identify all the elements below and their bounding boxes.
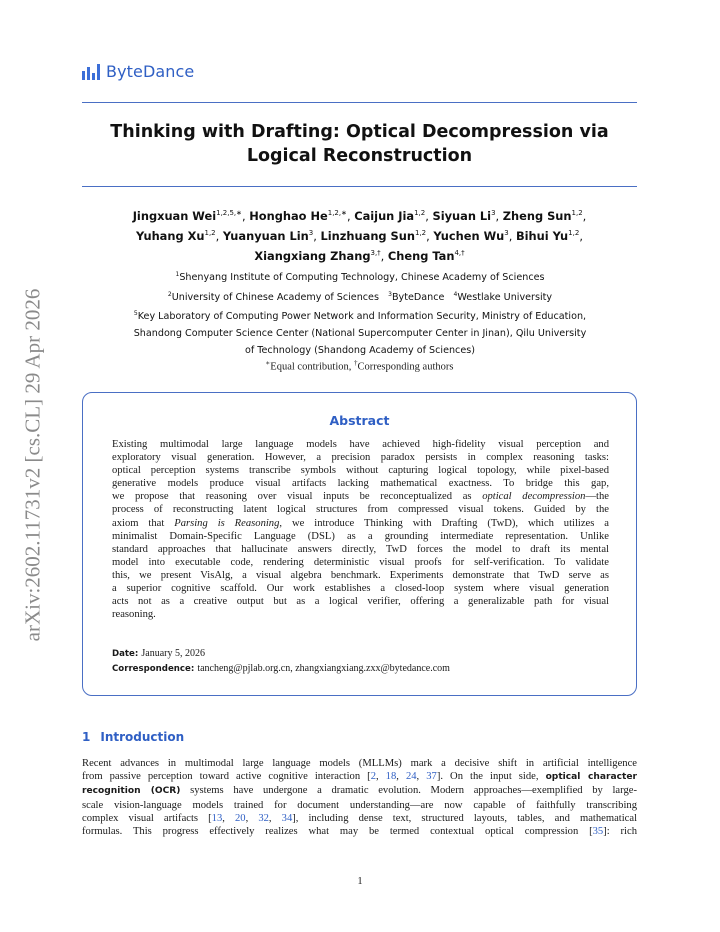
equal-contribution-mark: ∗	[265, 359, 271, 367]
abstract-line: acts not as a creative output but as a logical verifier, offering a generalizable path for visual	[112, 596, 609, 608]
author-line-3: Xiangxiang Zhang$^{3,\dagger}$, Cheng Tan$^{4,\dagger}$	[254, 248, 465, 263]
affiliation-text: Shenyang Institute of Computing Technology, Chinese Academy of Sciences	[179, 272, 545, 284]
abstract-line: model into executable code, rendering deterministic visual proofs for self-verification. To validate	[112, 556, 609, 568]
author-affiliation-mark: 3,†	[370, 248, 381, 257]
intro-text-run: complex visual artifacts [	[82, 812, 212, 824]
section-number: 1	[82, 730, 91, 744]
citation-link[interactable]: 35	[592, 826, 604, 838]
intro-text-run: ]: rich	[603, 826, 637, 838]
abstract-text	[112, 438, 609, 621]
abstract-line: minimalist Domain-Specific Language (DSL) as a grounding intermediate representation. Unlike	[112, 530, 609, 542]
abstract-line: standard approaches that hallucinate answers directly, TwD forces the model to draft its mental	[112, 543, 609, 555]
abstract-line: a superior cognitive scaffold. Our work establishes a closed-loop system where visual generation	[112, 583, 609, 595]
abstract-text-run: axiom that	[112, 517, 175, 529]
title-rule	[82, 186, 637, 187]
author-affiliation-mark: 1,2	[414, 228, 427, 237]
author-affiliation-mark: 1,2,5,∗	[216, 209, 243, 217]
header-rule	[82, 102, 637, 103]
intro-text-run: ], including dense text, structured layouts, tables, and mathematical	[292, 812, 638, 824]
affiliation-line: Shandong Computer Science Center (National Supercomputer Center in Jinan), Qilu University	[133, 328, 587, 340]
author-list	[82, 205, 637, 264]
citation-link[interactable]: 24	[405, 771, 417, 783]
citation-link[interactable]: 37	[426, 771, 437, 783]
author-name: Siyuan Li	[432, 208, 492, 223]
author-affiliation-mark: 3	[504, 228, 509, 237]
paper-title	[82, 120, 637, 168]
intro-text-run: ]. On the input side,	[436, 771, 546, 783]
author-name: Honghao He	[249, 208, 328, 223]
section-heading	[82, 730, 184, 744]
citation-link[interactable]: 13	[211, 812, 223, 824]
abstract-box	[82, 392, 637, 696]
author-line-1: Jingxuan Wei$^{1,2,5,∗}$, Honghao $He^{1,2,∗}$, Caijun Jia$^{1,2}$, Siyuan Li$^3$, Zheng Sun$^{1,2}$,	[132, 208, 587, 223]
affiliation-mark: 4	[453, 290, 458, 298]
citation-link[interactable]: 2	[370, 771, 376, 783]
affiliation-mark: 3	[388, 290, 392, 298]
author-name: Yuanyuan Lin	[222, 228, 309, 243]
abstract-line: Existing multimodal large language models have achieved high-fidelity visual perception and	[112, 439, 609, 450]
intro-keyword: optical character	[545, 772, 637, 783]
author-line-2: Yuhang Xu$^{1,2}$, Yuanyuan Lin$^3$, Linzhuang Sun$^{1,2}$, Yuchen Wu$^3$, Bihui Yu$^{1,2}$,	[136, 228, 583, 243]
citation-link[interactable]: 18	[385, 771, 397, 783]
affiliation-mark: 2	[167, 290, 172, 298]
correspondence-label: Correspondence:	[112, 663, 195, 674]
author-affiliation-mark: 4,†	[454, 248, 465, 257]
affiliation-text: Westlake University	[457, 291, 553, 303]
title-line-2: Logical Reconstruction	[246, 146, 473, 166]
correspondence-row	[112, 662, 609, 677]
author-affiliation-mark: 1,2	[568, 228, 580, 237]
bytedance-logo	[82, 62, 194, 81]
page-number: 1	[357, 876, 363, 887]
arxiv-identifier-stamp	[18, 260, 48, 670]
author-affiliation-mark: 3	[308, 228, 314, 237]
logo-text: ByteDance	[106, 62, 195, 81]
intro-line	[82, 825, 637, 838]
correspondence-emails: tancheng@pjlab.org.cn, zhangxiangxiang.zxx@bytedance.com	[197, 662, 450, 674]
title-line-1: Thinking with Drafting: Optical Decompression via	[110, 122, 609, 142]
equal-contribution-text: Equal contribution,	[270, 361, 354, 373]
section-title: Introduction	[100, 730, 185, 744]
abstract-line: reasoning.	[112, 609, 156, 621]
author-affiliation-mark: 1,2	[204, 228, 216, 237]
author-name: Yuchen Wu	[433, 228, 505, 243]
intro-line: from passive perception toward active cognitive interaction [2, 18, 24, 37]. On the input side, optical character	[82, 771, 637, 783]
abstract-line: optical perception systems transcribe symbols without capturing logical topology, while pixel-based	[112, 465, 609, 477]
author-name: Zheng Sun	[502, 208, 572, 223]
abstract-text-run: —the	[585, 491, 609, 503]
abstract-heading: Abstract	[329, 413, 390, 428]
affiliation-line	[70, 306, 650, 326]
intro-line: complex visual artifacts [13, 20, 32, 34], including dense text, structured layouts, tables, and mathematical	[82, 812, 638, 824]
bytedance-logo-icon	[82, 64, 100, 80]
affiliation-mark: 5	[133, 310, 138, 318]
abstract-line	[112, 490, 609, 503]
author-affiliation-mark: 1,2	[571, 209, 583, 217]
affiliation-mark: 1	[175, 271, 180, 278]
introduction-paragraph	[82, 757, 637, 838]
intro-line: scale vision-language models trained for document understanding—are now capable of faithfully transcribing	[82, 799, 637, 811]
abstract-line	[112, 517, 609, 530]
arxiv-identifier-text: arXiv:2602.11731v2 [cs.CL] 29 Apr 2026	[20, 288, 45, 642]
affiliation-line	[70, 287, 650, 307]
abstract-line: this, we present VisAlg, a visual algebra benchmark. Experiments demonstrate that TwD serve as	[112, 569, 609, 581]
author-affiliation-mark: 3	[491, 209, 496, 217]
author-name: Yuhang Xu	[136, 228, 205, 243]
affiliation-line: of Technology (Shandong Academy of Sciences)	[245, 344, 475, 356]
affiliation-text: University of Chinese Academy of Sciences	[171, 291, 379, 303]
author-name: Cheng Tan	[387, 248, 455, 263]
intro-text-run: systems have undergone a dramatic evolution. Modern approaches—exemplified by large-	[180, 785, 637, 797]
author-affiliation-mark: 1,2	[414, 209, 426, 217]
contribution-note	[82, 359, 637, 373]
abstract-line: exploratory visual generation. However, a precision paradox persists in complex reasoning tasks:	[112, 452, 609, 464]
citation-link[interactable]: 34	[281, 812, 293, 824]
abstract-metadata	[112, 647, 609, 676]
abstract-emphasis: Parsing is Reasoning	[174, 517, 280, 529]
affiliation-line	[70, 267, 650, 287]
author-name: Bihui Yu	[515, 228, 569, 243]
citation-link[interactable]: 32	[258, 812, 269, 824]
author-name: Xiangxiang Zhang	[254, 248, 371, 263]
author-name: Linzhuang Sun	[320, 228, 415, 243]
affiliation-text: ByteDance	[391, 291, 445, 303]
intro-text-run: from passive perception toward active cognitive interaction [	[82, 771, 371, 783]
intro-line	[82, 784, 637, 798]
date-label: Date:	[112, 649, 139, 659]
affiliation-text: Key Laboratory of Computing Power Network and Information Security, Ministry of Education,	[137, 311, 587, 323]
intro-text-run: formulas. This progress effectively realizes what may be termed contextual optical compression [	[82, 826, 593, 838]
intro-keyword: recognition (OCR)	[82, 786, 181, 797]
corresponding-author-mark: †	[354, 359, 358, 367]
affiliation-list	[70, 267, 650, 359]
author-name: Jingxuan Wei	[132, 208, 217, 223]
date-row	[112, 647, 609, 662]
abstract-line: generative models produce visual artifacts lacking mathematical exactness. To bridge this gap,	[112, 478, 609, 490]
author-name: Caijun Jia	[354, 208, 415, 223]
abstract-line: process of reconstructing latent logical structures from compressed visual tokens. Guided by the	[112, 504, 609, 516]
abstract-emphasis: optical decompression	[482, 491, 586, 503]
abstract-text-run: we propose that reasoning over visual inputs be reconceptualized as	[112, 491, 483, 503]
corresponding-author-text: Corresponding authors	[357, 361, 454, 373]
abstract-text-run: , we introduce Thinking with Drafting (TwD), which utilizes a	[279, 517, 610, 529]
author-affiliation-mark: 1,2,∗	[327, 209, 347, 217]
intro-line: Recent advances in multimodal large language models (MLLMs) mark a decisive shift in artificial intelligence	[82, 758, 637, 769]
date-value: January 5, 2026	[141, 648, 205, 659]
citation-link[interactable]: 20	[234, 812, 246, 824]
